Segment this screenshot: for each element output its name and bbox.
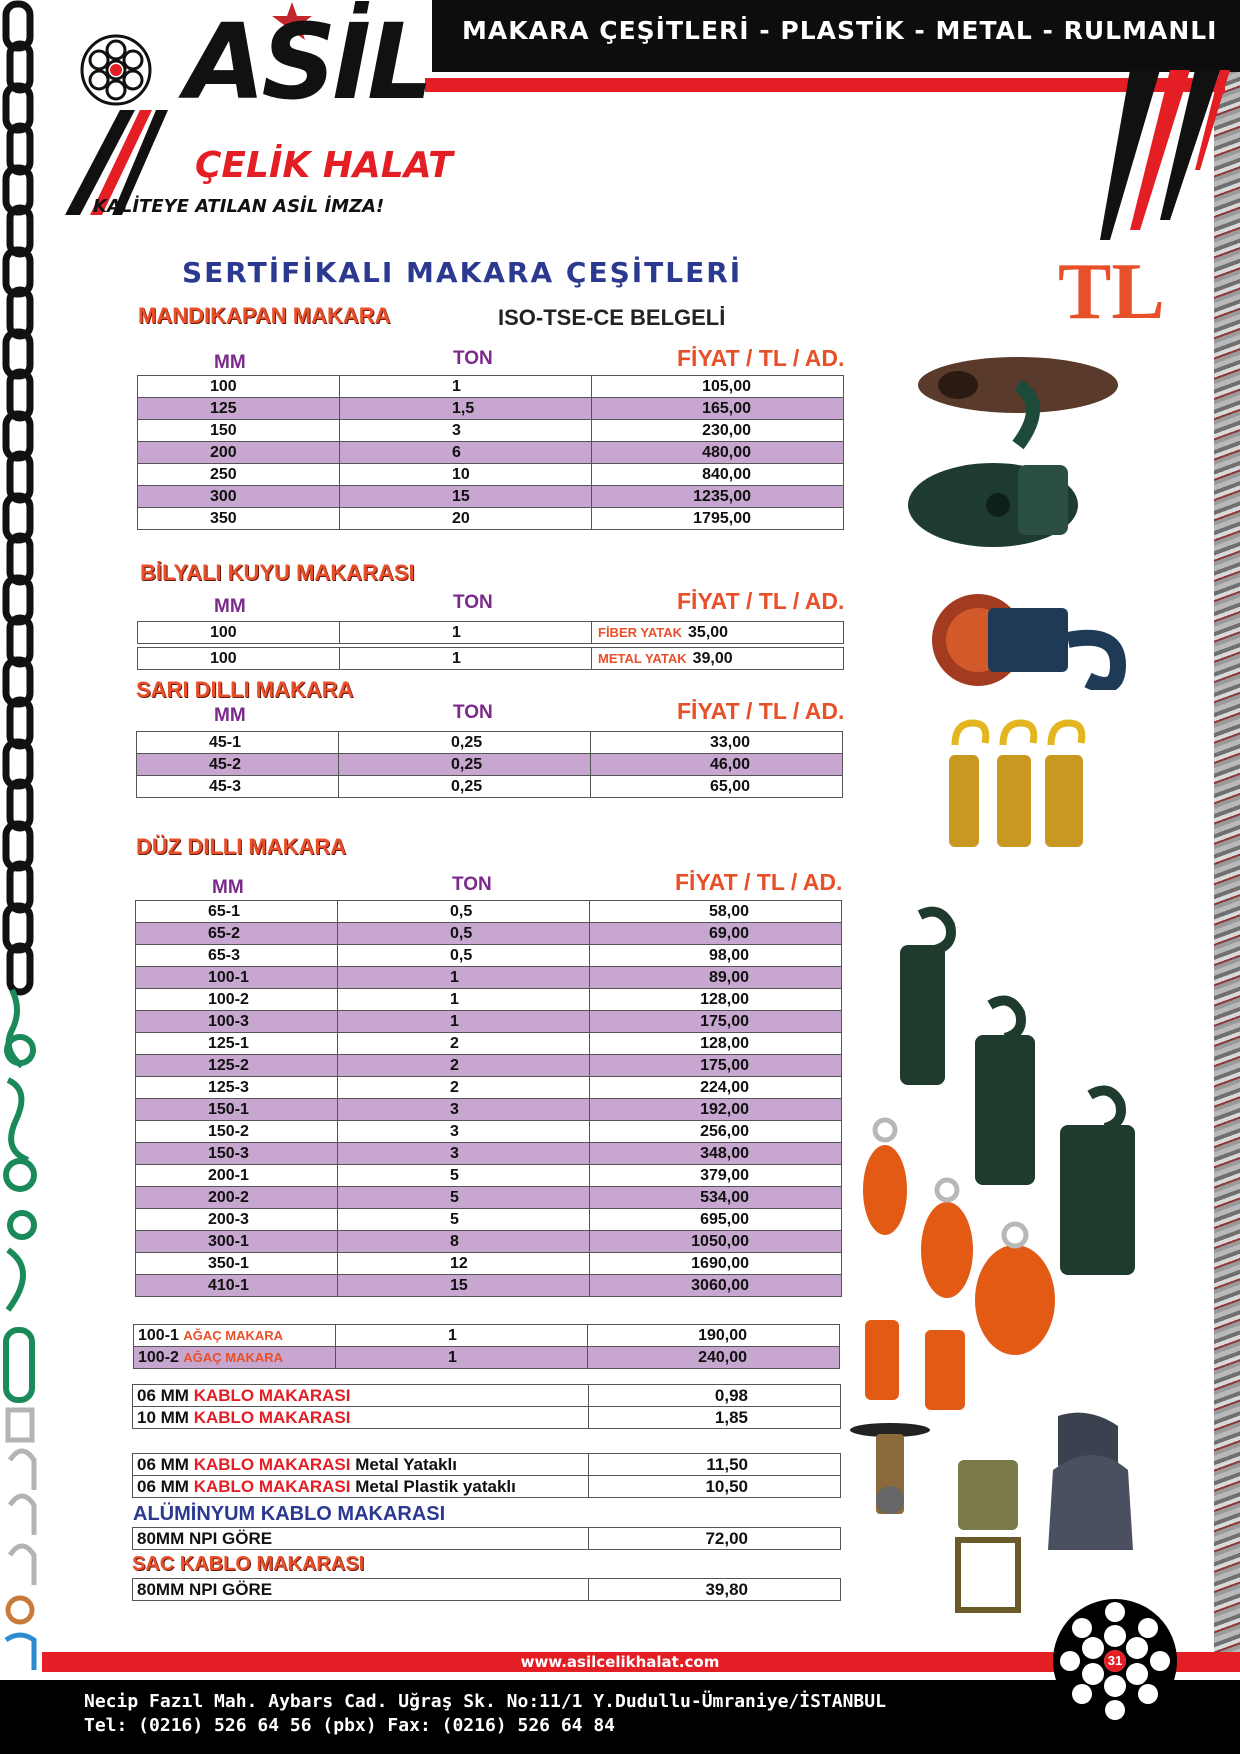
header-stripes-decoration [1100, 70, 1230, 240]
table-row [136, 1143, 842, 1165]
table-row [133, 1454, 841, 1476]
table-row [136, 1121, 842, 1143]
cell-price [592, 622, 844, 644]
column-header-ton: TON [453, 592, 493, 613]
price-value: 35,00 [688, 623, 729, 641]
table-row [138, 464, 844, 486]
table-row [133, 1407, 841, 1429]
cell-price: 1050,00 [590, 1231, 842, 1253]
table-row [136, 1033, 842, 1055]
column-header-ton: TON [452, 874, 492, 895]
wire-rope-border-decoration [1214, 0, 1240, 1660]
cell-product [133, 1476, 589, 1498]
cell-mm: 200-1 [136, 1165, 338, 1187]
size-label: 100-2 [138, 1348, 179, 1366]
cell-product [133, 1385, 589, 1407]
cell-mm: 125-3 [136, 1077, 338, 1099]
size-label: 10 MM [137, 1407, 189, 1427]
currency-label: TL [1058, 248, 1165, 336]
table-row [138, 486, 844, 508]
table-row [138, 376, 844, 398]
cell-ton: 1 [338, 989, 590, 1011]
price-value: 39,00 [692, 649, 733, 667]
cell-ton: 15 [338, 1275, 590, 1297]
wood-pulley-label: AĞAÇ MAKARA [183, 1349, 284, 1365]
table-row [136, 967, 842, 989]
table-row [134, 1347, 840, 1369]
table-row [137, 754, 843, 776]
column-header-ton: TON [453, 702, 493, 723]
cell-ton: 1,5 [340, 398, 592, 420]
cell-price: 1795,00 [592, 508, 844, 530]
table-row [136, 901, 842, 923]
table-row [137, 732, 843, 754]
logo-subtitle: ÇELİK HALAT [195, 145, 453, 186]
page-number: 31 [1107, 1653, 1123, 1668]
cell-mm: 200 [138, 442, 340, 464]
cell-price: 65,00 [591, 776, 843, 798]
cell-price: 98,00 [590, 945, 842, 967]
bearing-type-note: FİBER YATAK [598, 624, 683, 640]
cell-mm: 350 [138, 508, 340, 530]
table-row [133, 1476, 841, 1498]
cell-price: 46,00 [591, 754, 843, 776]
cell-ton: 5 [338, 1165, 590, 1187]
cell-price: 348,00 [590, 1143, 842, 1165]
cell-product [133, 1454, 589, 1476]
company-logo [60, 0, 453, 225]
cell-ton: 1 [340, 648, 592, 670]
cell-price: 192,00 [590, 1099, 842, 1121]
cell-ton: 10 [340, 464, 592, 486]
cell-mm: 45-3 [137, 776, 339, 798]
cell-mm: 125-1 [136, 1033, 338, 1055]
cell-ton: 0,5 [338, 901, 590, 923]
section-title-sac: SAC KABLO MAKARASI [132, 1553, 365, 1575]
table-row [136, 945, 842, 967]
cell-price: 175,00 [590, 1011, 842, 1033]
cell-price: 72,00 [589, 1528, 841, 1550]
phone-fax-line: Tel: (0216) 526 64 56 (pbx) Fax: (0216) 526 64 84 [84, 1715, 616, 1736]
cell-ton: 1 [338, 967, 590, 989]
cell-price: 840,00 [592, 464, 844, 486]
table-row [136, 1253, 842, 1275]
bearing-type-note: METAL YATAK [598, 650, 687, 666]
table-row [133, 1385, 841, 1407]
orange-pulley-image [855, 1110, 1055, 1420]
cell-price: 128,00 [590, 1033, 842, 1055]
table-row [136, 1231, 842, 1253]
cell-mm: 100 [138, 648, 340, 670]
cell-ton: 3 [338, 1143, 590, 1165]
header-title: MAKARA ÇEŞİTLERİ - PLASTİK - METAL - RULMANLI [462, 16, 1218, 45]
cell-ton: 8 [338, 1231, 590, 1253]
bilyali-pulley-image [918, 590, 1143, 690]
column-header-mm: MM [214, 596, 246, 617]
table-row [136, 1055, 842, 1077]
cell-mm: 300-1 [136, 1231, 338, 1253]
table-row [134, 1325, 840, 1347]
cell-mm: 65-3 [136, 945, 338, 967]
cell-price: 240,00 [588, 1347, 840, 1369]
cell-price: 128,00 [590, 989, 842, 1011]
cell-price: 165,00 [592, 398, 844, 420]
column-header-mm: MM [214, 352, 246, 373]
cell-ton: 1 [336, 1325, 588, 1347]
cell-price: 89,00 [590, 967, 842, 989]
cell-mm: 125-2 [136, 1055, 338, 1077]
section-title-sari-dilli: SARI DILLI MAKARA [136, 677, 354, 702]
cell-mm: 45-2 [137, 754, 339, 776]
cell-mm: 100 [138, 622, 340, 644]
cell-mm: 100-2 [136, 989, 338, 1011]
cell-mm: 100-1 [136, 967, 338, 989]
cell-mm: 150-1 [136, 1099, 338, 1121]
cable-pulley-label: KABLO MAKARASI [193, 1476, 351, 1496]
size-label: 06 MM [137, 1454, 189, 1474]
column-header-price: FİYAT / TL / AD. [675, 869, 843, 895]
cell-mm: 200-3 [136, 1209, 338, 1231]
table-row [136, 1275, 842, 1297]
price-table-sari-dilli [136, 731, 843, 798]
cell-ton: 1 [336, 1347, 588, 1369]
wood-pulley-label: AĞAÇ MAKARA [183, 1327, 284, 1343]
table-row [136, 1077, 842, 1099]
table-row [136, 1209, 842, 1231]
cell-price [592, 648, 844, 670]
cell-ton: 0,25 [339, 732, 591, 754]
cell-mm: 200-2 [136, 1187, 338, 1209]
cell-mm: 250 [138, 464, 340, 486]
cell-price: 224,00 [590, 1077, 842, 1099]
cable-pulley-label: KABLO MAKARASI [193, 1407, 351, 1427]
cell-ton: 0,5 [338, 945, 590, 967]
cell-ton: 20 [340, 508, 592, 530]
cell-price: 256,00 [590, 1121, 842, 1143]
price-table-aluminyum [132, 1527, 841, 1550]
mandikapan-pulley-image [898, 345, 1138, 565]
section-title-mandikapan: MANDIKAPAN MAKARA [138, 303, 391, 328]
table-row [138, 398, 844, 420]
cell-mm: 150 [138, 420, 340, 442]
cell-product [133, 1407, 589, 1429]
cell-ton: 5 [338, 1187, 590, 1209]
cell-price: 105,00 [592, 376, 844, 398]
cell-price: 480,00 [592, 442, 844, 464]
cell-mm: 410-1 [136, 1275, 338, 1297]
section-title-bilyali: BİLYALI KUYU MAKARASI [140, 560, 415, 585]
table-row [133, 1528, 841, 1550]
table-row [138, 442, 844, 464]
cell-price: 1690,00 [590, 1253, 842, 1275]
cell-price: 190,00 [588, 1325, 840, 1347]
table-row [136, 989, 842, 1011]
cell-price: 3060,00 [590, 1275, 842, 1297]
cell-price: 33,00 [591, 732, 843, 754]
cell-price: 58,00 [590, 901, 842, 923]
cell-ton: 3 [338, 1121, 590, 1143]
table-row [136, 1165, 842, 1187]
table-row [133, 1579, 841, 1601]
chain-border-decoration [0, 0, 42, 1754]
table-row [136, 1011, 842, 1033]
cell-price: 39,80 [589, 1579, 841, 1601]
size-label: 100-1 [138, 1326, 179, 1344]
cell-product: 80MM NPI GÖRE [133, 1528, 589, 1550]
price-table-kablo-yatakli [132, 1453, 841, 1498]
bearing-label: Metal Plastik yataklı [355, 1476, 516, 1496]
cell-price: 1235,00 [592, 486, 844, 508]
cell-price: 695,00 [590, 1209, 842, 1231]
cell-mm: 45-1 [137, 732, 339, 754]
price-table-bilyali-2 [137, 647, 844, 670]
cell-mm: 65-2 [136, 923, 338, 945]
table-row [136, 923, 842, 945]
column-header-price: FİYAT / TL / AD. [677, 345, 845, 371]
cell-ton: 0,25 [339, 776, 591, 798]
cell-ton: 3 [338, 1099, 590, 1121]
price-table-mandikapan [137, 375, 844, 530]
cell-ton: 0,5 [338, 923, 590, 945]
cell-ton: 2 [338, 1077, 590, 1099]
cell-ton: 3 [340, 420, 592, 442]
website-url[interactable]: www.asilcelikhalat.com [520, 1653, 720, 1671]
cell-mm: 100 [138, 376, 340, 398]
section-title-aluminyum: ALÜMİNYUM KABLO MAKARASI [133, 1503, 446, 1525]
size-label: 06 MM [137, 1476, 189, 1496]
cell-ton: 15 [340, 486, 592, 508]
cell-ton: 0,25 [339, 754, 591, 776]
cell-price: 10,50 [589, 1476, 841, 1498]
cell-price: 379,00 [590, 1165, 842, 1187]
column-header-price: FİYAT / TL / AD. [677, 698, 845, 724]
cell-ton: 5 [338, 1209, 590, 1231]
column-header-ton: TON [453, 348, 493, 369]
cell-price: 0,98 [589, 1385, 841, 1407]
logo-slogan: KALİTEYE ATILAN ASİL İMZA! [93, 196, 385, 217]
table-row [138, 648, 844, 670]
cell-mm: 350-1 [136, 1253, 338, 1275]
size-label: 06 MM [137, 1385, 189, 1405]
cell-price: 11,50 [589, 1454, 841, 1476]
cell-mm [134, 1325, 336, 1347]
price-table-agac [133, 1324, 840, 1369]
cable-pulley-label: KABLO MAKARASI [193, 1454, 351, 1474]
cell-price: 175,00 [590, 1055, 842, 1077]
table-row [138, 420, 844, 442]
table-row [136, 1099, 842, 1121]
cell-mm: 125 [138, 398, 340, 420]
cell-price: 1,85 [589, 1407, 841, 1429]
cell-ton: 1 [340, 376, 592, 398]
certification-text: ISO-TSE-CE BELGELİ [498, 305, 726, 330]
table-row [136, 1187, 842, 1209]
cell-ton: 2 [338, 1055, 590, 1077]
column-header-price: FİYAT / TL / AD. [677, 588, 845, 614]
address-line: Necip Fazıl Mah. Aybars Cad. Uğraş Sk. No:11/1 Y.Dudullu-Ümraniye/İSTANBUL [84, 1691, 886, 1712]
table-row [138, 622, 844, 644]
cell-mm: 300 [138, 486, 340, 508]
bearing-label: Metal Yataklı [355, 1454, 457, 1474]
price-table-duz-dilli [135, 900, 842, 1297]
column-header-mm: MM [212, 877, 244, 898]
table-row [137, 776, 843, 798]
cell-mm: 65-1 [136, 901, 338, 923]
logo-wordmark: ASİL [185, 1, 430, 123]
price-table-kablo [132, 1384, 841, 1429]
cell-ton: 12 [338, 1253, 590, 1275]
cell-ton: 1 [338, 1011, 590, 1033]
page-title: SERTİFİKALI MAKARA ÇEŞİTLERİ [182, 256, 743, 289]
cell-price: 534,00 [590, 1187, 842, 1209]
cell-ton: 6 [340, 442, 592, 464]
cell-price: 69,00 [590, 923, 842, 945]
cell-price: 230,00 [592, 420, 844, 442]
cell-mm: 150-3 [136, 1143, 338, 1165]
cell-mm [134, 1347, 336, 1369]
cell-product: 80MM NPI GÖRE [133, 1579, 589, 1601]
column-header-mm: MM [214, 705, 246, 726]
cell-ton: 1 [340, 622, 592, 644]
table-row [138, 508, 844, 530]
cable-pulley-image [848, 1410, 1138, 1620]
cell-mm: 100-3 [136, 1011, 338, 1033]
price-table-sac [132, 1578, 841, 1601]
cell-ton: 2 [338, 1033, 590, 1055]
cable-pulley-label: KABLO MAKARASI [193, 1385, 351, 1405]
section-title-duz-dilli: DÜZ DILLI MAKARA [136, 834, 347, 859]
footer-contact [84, 1690, 886, 1738]
cell-mm: 150-2 [136, 1121, 338, 1143]
price-table-bilyali [137, 621, 844, 644]
sari-dilli-pulley-image [935, 715, 1095, 855]
